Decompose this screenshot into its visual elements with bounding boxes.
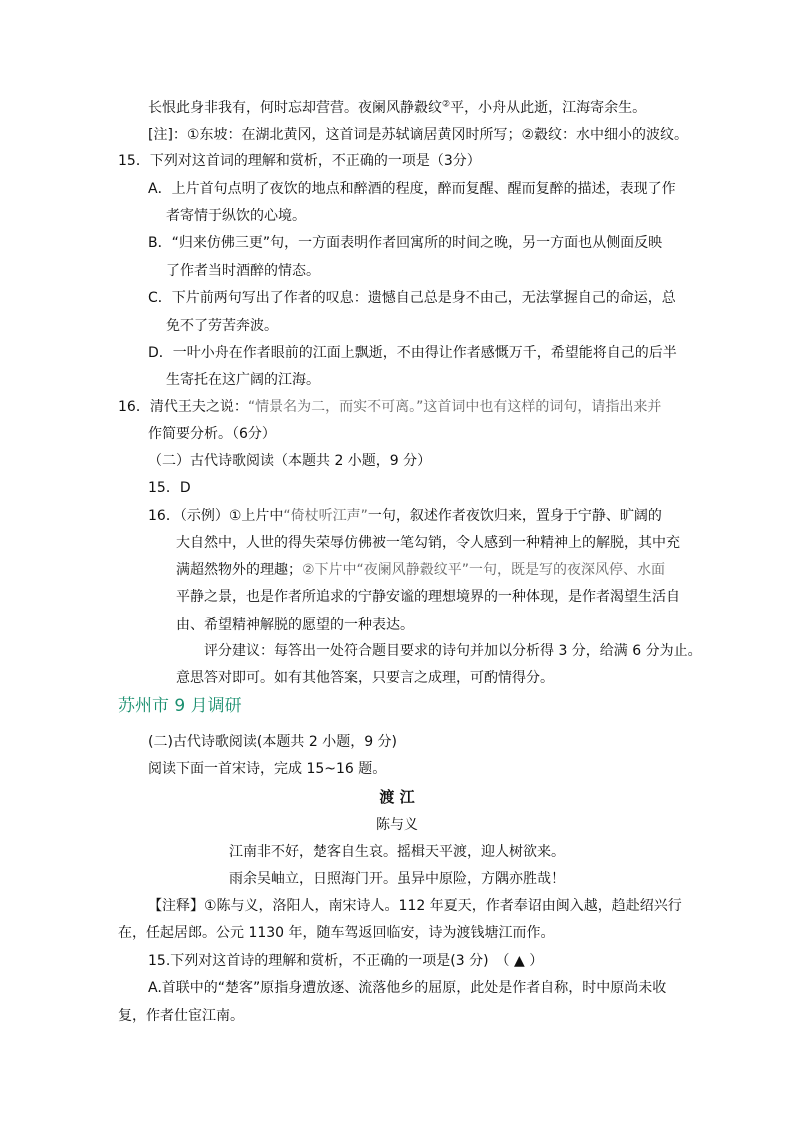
scoring-note-cont: 意思答对即可。如有其他答案，只要言之成理，可酌情得分。	[176, 670, 554, 686]
poem-annotation: 【注释】①陈与义，洛阳人，南宋诗人。112 年夏天，作者奉诏由闽入越，趋赴绍兴行	[148, 898, 682, 914]
suzhou-q15-option-a-cont: 复，作者仕宦江南。	[118, 1008, 244, 1024]
suzhou-section: (二)古代诗歌阅读(本题共 2 小题，9 分)	[148, 734, 398, 750]
footnote-marker: ②	[442, 99, 451, 110]
q15-option-a: A．上片首句点明了夜饮的地点和醉酒的程度，醉而复醒、醒而复醉的描述，表现了作	[148, 181, 676, 197]
answer-15: 15．D	[148, 480, 191, 496]
scoring-note: 评分建议：每答出一处符合题目要求的诗句并加以分析得 3 分，给满 6 分为止。	[204, 643, 702, 659]
text-segment: 长恨此身非我有，何时忘却营营。夜阑风静縠纹	[148, 100, 442, 116]
answer-16-line1	[148, 506, 662, 526]
suzhou-q15-stem: 15.下列对这首诗的理解和赏析，不正确的一项是(3 分) （ ▲ ）	[148, 953, 544, 969]
answer-16-line5: 由、希望精神解脱的愿望的一种表达。	[176, 617, 414, 633]
q16-stem	[118, 397, 661, 417]
poem-line-2: 雨余吴岫立，日照海门开。虽异中原险，方隅亦胜哉！	[229, 871, 565, 887]
q15-option-c: C．下片前两句写出了作者的叹息：遗憾自己总是身不由己，无法掌握自己的命运，总	[148, 290, 676, 306]
text-segment: 平，小舟从此逝，江海寄余生。	[450, 100, 647, 116]
section-heading-suzhou: 苏州市 9 月调研	[118, 696, 242, 716]
text-segment: 16．清代王夫之说：	[118, 399, 248, 415]
text-segment: 一句，叙述作者夜饮归来，置身于宁静、旷阔的	[367, 508, 662, 524]
answer-section-heading: （二）古代诗歌阅读（本题共 2 小题，9 分）	[148, 453, 432, 469]
quote-segment: ②下片中“夜阑风静縠纹平”一句，既是写的夜深风停、水面	[302, 562, 666, 578]
poem-tail-line	[148, 98, 646, 118]
q15-option-b: B．“归来仿佛三更”句，一方面表明作者回寓所的时间之晚，另一方面也从侧面反映	[148, 235, 663, 251]
poem-author: 陈与义	[376, 817, 418, 833]
answer-16-line3	[176, 560, 665, 580]
q16-stem-cont: 作简要分析。（6分）	[148, 426, 276, 442]
q15-stem: 15．下列对这首词的理解和赏析，不正确的一项是（3分）	[118, 153, 481, 169]
poem-note: [注]：①东坡：在湖北黄冈，这首词是苏轼谪居黄冈时所写；②縠纹：水中细小的波纹。	[148, 127, 689, 143]
q15-option-b-cont: 了作者当时酒醉的情态。	[166, 263, 320, 279]
quote-segment: “情景名为二，而实不可离。”这首词中也有这样的词句，请指出来并	[247, 399, 662, 415]
q15-option-c-cont: 免不了劳苦奔波。	[166, 318, 278, 334]
poem-line-1: 江南非不好，楚客自生哀。摇楫天平渡，迎人树欲来。	[229, 844, 565, 860]
answer-16-line2: 大自然中，人世的得失荣辱仿佛被一笔勾销，令人感到一种精神上的解脱，其中充	[176, 535, 680, 551]
answer-16-line4: 平静之景，也是作者所追求的宁静安谧的理想境界的一种体现，是作者渴望生活自	[176, 589, 680, 605]
q15-option-d: D．一叶小舟在作者眼前的江面上飘逝，不由得让作者感慨万千，希望能将自己的后半	[148, 345, 677, 361]
suzhou-q15-option-a: A.首联中的“楚客”原指身遭放逐、流落他乡的屈原，此处是作者自称，时中原尚未收	[148, 980, 667, 996]
quote-segment: “倚杖听江声”	[283, 508, 368, 524]
text-segment: 16．（示例）①上片中	[148, 508, 284, 524]
poem-title: 渡 江	[379, 788, 415, 806]
q15-option-a-cont: 者寄情于纵饮的心境。	[166, 208, 306, 224]
suzhou-instructions: 阅读下面一首宋诗，完成 15~16 题。	[148, 761, 387, 777]
poem-annotation-cont: 在，任起居郎。公元 1130 年，随车驾返回临安，诗为渡钱塘江而作。	[118, 925, 555, 941]
text-segment: 满超然物外的理趣；	[176, 562, 302, 578]
q15-option-d-cont: 生寄托在这广阔的江海。	[166, 372, 320, 388]
